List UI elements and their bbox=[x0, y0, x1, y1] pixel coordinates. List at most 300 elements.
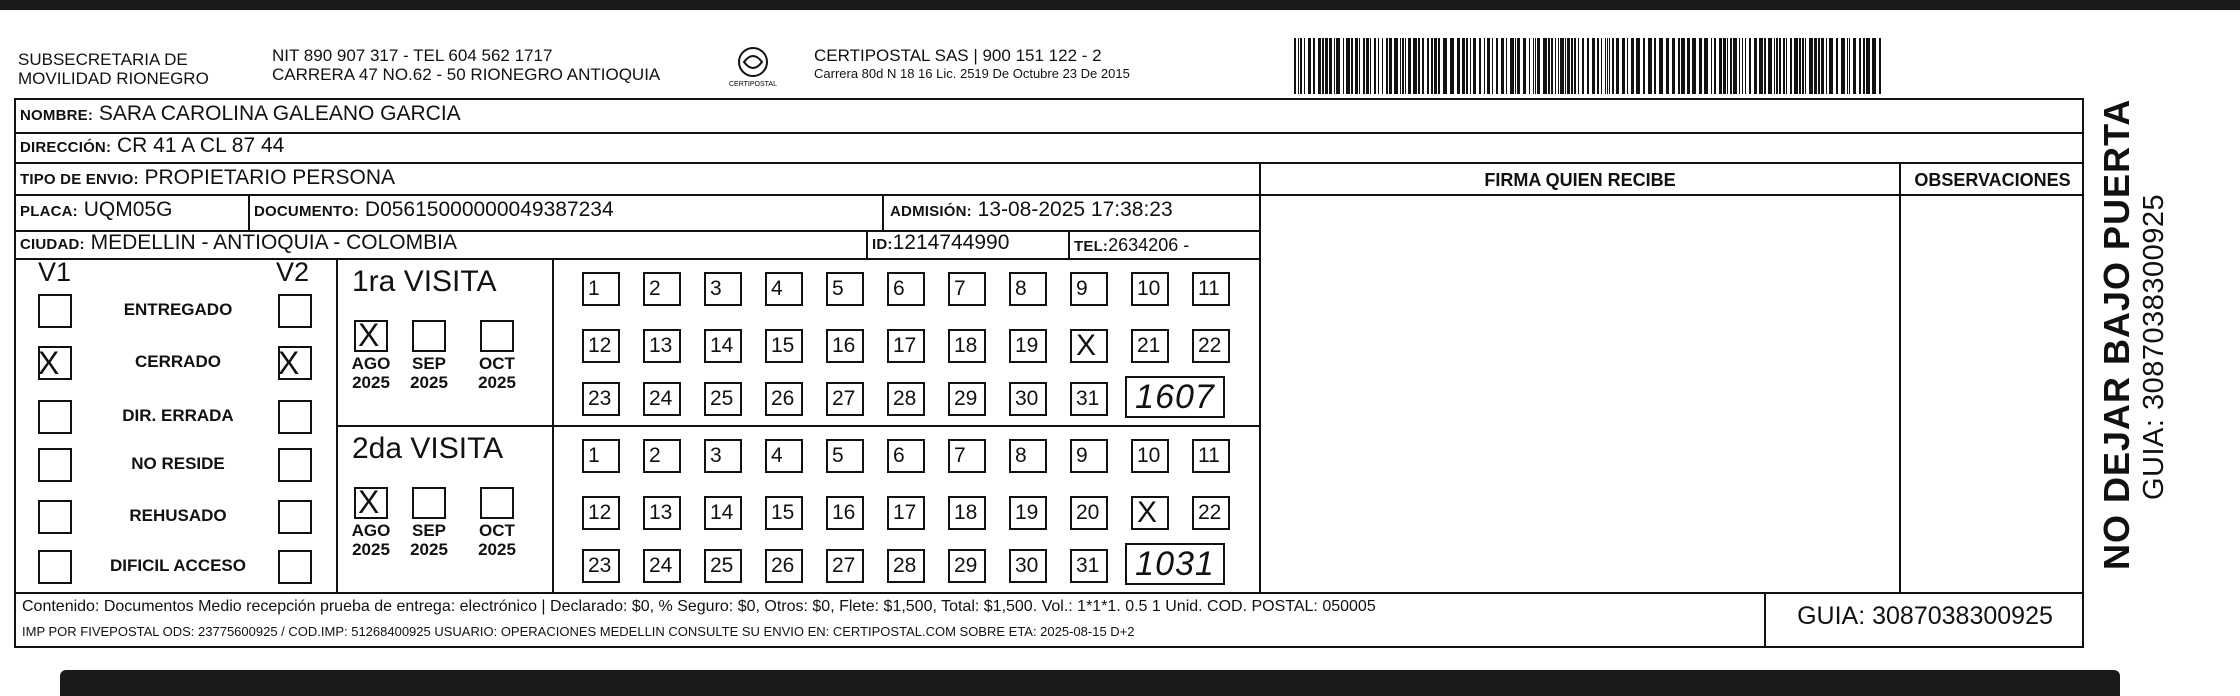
documento-field: DOCUMENTO: D05615000000049387234 bbox=[254, 198, 614, 221]
day-box[interactable] bbox=[887, 439, 925, 473]
sender-name: SUBSECRETARIA DE MOVILIDAD RIONEGRO bbox=[18, 50, 209, 88]
barcode-bar bbox=[1745, 38, 1746, 94]
day-number: 3 bbox=[710, 277, 722, 300]
day-box[interactable] bbox=[1131, 439, 1169, 473]
day-box[interactable] bbox=[1192, 496, 1230, 530]
day-box[interactable] bbox=[1192, 329, 1230, 363]
day-box[interactable] bbox=[826, 496, 864, 530]
footer-contenido: Contenido: Documentos Medio recepción prueba de entrega: electrónico | Declarado: $0, % Seguro: $0, Otros: $0, Flete: $1,500, Total: $1,500. Vol.: 1*1*1. 0.5 1 Unid. COD. POSTAL: 050005 bbox=[22, 598, 1376, 615]
day-box[interactable] bbox=[643, 439, 681, 473]
day-box[interactable] bbox=[582, 549, 620, 583]
field-divider bbox=[882, 194, 884, 230]
barcode-bar bbox=[1597, 38, 1599, 94]
day-box[interactable] bbox=[826, 272, 864, 306]
barcode-bar bbox=[1418, 38, 1420, 94]
nombre-row: NOMBRE: SARA CAROLINA GALEANO GARCIA bbox=[20, 102, 461, 125]
barcode-bar bbox=[1466, 38, 1468, 94]
day-box[interactable] bbox=[887, 382, 925, 416]
barcode-bar bbox=[1733, 38, 1737, 94]
barcode-bar bbox=[1506, 38, 1507, 94]
v1-checkbox[interactable] bbox=[38, 550, 72, 584]
month-label: SEP bbox=[411, 521, 447, 540]
day-box[interactable] bbox=[765, 382, 803, 416]
barcode-bar bbox=[1551, 38, 1553, 94]
day-box[interactable] bbox=[948, 272, 986, 306]
day-box[interactable] bbox=[765, 272, 803, 306]
barcode-bar bbox=[1434, 38, 1437, 94]
day-box[interactable] bbox=[643, 382, 681, 416]
status-label: REHUSADO bbox=[129, 506, 227, 525]
barcode-bar bbox=[1501, 38, 1504, 94]
status-label: DIR. ERRADA bbox=[122, 406, 234, 425]
day-box[interactable] bbox=[887, 272, 925, 306]
barcode-bar bbox=[1443, 38, 1447, 94]
barcode-bar bbox=[1571, 38, 1573, 94]
barcode-bar bbox=[1487, 38, 1490, 94]
barcode-bar bbox=[1853, 38, 1856, 94]
day-number: 6 bbox=[893, 277, 905, 300]
barcode-bar bbox=[1727, 38, 1728, 94]
day-box[interactable] bbox=[643, 329, 681, 363]
barcode-bar bbox=[1607, 38, 1608, 94]
check-x-mark: X bbox=[358, 317, 380, 353]
field-divider bbox=[1068, 230, 1070, 258]
v2-checkbox[interactable] bbox=[278, 550, 312, 584]
barcode-bar bbox=[1609, 38, 1610, 94]
barcode-bar bbox=[1849, 38, 1850, 94]
day-box[interactable] bbox=[704, 439, 742, 473]
barcode-bar bbox=[1672, 38, 1675, 94]
barcode-bar bbox=[1821, 38, 1824, 94]
barcode-bar bbox=[1799, 38, 1801, 94]
day-box[interactable] bbox=[765, 329, 803, 363]
barcode-bar bbox=[1517, 38, 1520, 94]
barcode-bar bbox=[1818, 38, 1820, 94]
barcode-bar bbox=[1351, 38, 1353, 94]
day-number: 29 bbox=[954, 387, 978, 410]
barcode-bar bbox=[1692, 38, 1696, 94]
barcode-bar bbox=[1438, 38, 1440, 94]
barcode bbox=[1294, 38, 1884, 94]
month-checkbox[interactable] bbox=[480, 320, 514, 352]
v1-checkbox[interactable] bbox=[38, 448, 72, 482]
barcode-bar bbox=[1555, 38, 1556, 94]
day-box[interactable] bbox=[1070, 439, 1108, 473]
barcode-bar bbox=[1408, 38, 1411, 94]
day-number: 12 bbox=[588, 334, 612, 357]
barcode-bar bbox=[1567, 38, 1570, 94]
day-number: 16 bbox=[832, 501, 856, 524]
day-box[interactable] bbox=[765, 439, 803, 473]
month-checkbox[interactable] bbox=[480, 487, 514, 519]
barcode-bar bbox=[1473, 38, 1476, 94]
barcode-bar bbox=[1826, 38, 1827, 94]
barcode-bar bbox=[1510, 38, 1514, 94]
barcode-bar bbox=[1723, 38, 1726, 94]
scan-edge-top bbox=[0, 0, 2240, 10]
barcode-bar bbox=[1802, 38, 1804, 94]
day-box[interactable] bbox=[826, 382, 864, 416]
ciudad-field: CIUDAD: MEDELLIN - ANTIOQUIA - COLOMBIA bbox=[20, 231, 457, 254]
month-checkbox[interactable] bbox=[412, 320, 446, 352]
day-number: 29 bbox=[954, 554, 978, 577]
day-number: 24 bbox=[649, 554, 673, 577]
barcode-bar bbox=[1400, 38, 1401, 94]
barcode-bar bbox=[1699, 38, 1702, 94]
day-number: 5 bbox=[832, 277, 844, 300]
barcode-bar bbox=[1334, 38, 1335, 94]
barcode-bar bbox=[1329, 38, 1332, 94]
day-box[interactable] bbox=[1070, 496, 1108, 530]
day-box[interactable] bbox=[704, 272, 742, 306]
day-number: 30 bbox=[1015, 554, 1039, 577]
barcode-bar bbox=[1359, 38, 1360, 94]
day-number: 15 bbox=[771, 334, 795, 357]
barcode-bar bbox=[1631, 38, 1634, 94]
day-box[interactable] bbox=[643, 272, 681, 306]
barcode-bar bbox=[1470, 38, 1471, 94]
day-number: 10 bbox=[1137, 277, 1161, 300]
logo-text: CERTIPOSTAL bbox=[729, 81, 777, 88]
day-box[interactable] bbox=[948, 549, 986, 583]
day-box[interactable] bbox=[1009, 329, 1047, 363]
scan-edge-bottom bbox=[60, 670, 2120, 696]
day-number: 27 bbox=[832, 554, 856, 577]
day-number: 13 bbox=[649, 501, 673, 524]
barcode-bar bbox=[1776, 38, 1778, 94]
day-box[interactable] bbox=[1131, 329, 1169, 363]
barcode-bar bbox=[1841, 38, 1845, 94]
day-number: 7 bbox=[954, 277, 966, 300]
day-number: 16 bbox=[832, 334, 856, 357]
barcode-bar bbox=[1558, 38, 1559, 94]
status-label: DIFICIL ACCESO bbox=[109, 556, 246, 575]
barcode-bar bbox=[1322, 38, 1324, 94]
barcode-bar bbox=[1648, 38, 1652, 94]
day-number: 23 bbox=[588, 387, 612, 410]
day-number: 17 bbox=[893, 501, 917, 524]
barcode-bar bbox=[1754, 38, 1757, 94]
day-box[interactable] bbox=[1131, 496, 1169, 530]
barcode-bar bbox=[1386, 38, 1388, 94]
day-box[interactable] bbox=[582, 329, 620, 363]
firma-header: FIRMA QUIEN RECIBE bbox=[1484, 170, 1676, 190]
certipostal-logo-icon bbox=[728, 44, 778, 88]
barcode-bar bbox=[1622, 38, 1625, 94]
barcode-bar bbox=[1533, 38, 1534, 94]
barcode-bar bbox=[1402, 38, 1404, 94]
barcode-bar bbox=[1535, 38, 1536, 94]
barcode-bar bbox=[1370, 38, 1371, 94]
day-box[interactable] bbox=[704, 496, 742, 530]
tel-field: TEL:2634206 - bbox=[1074, 235, 1190, 255]
barcode-bar bbox=[1300, 38, 1302, 94]
day-cross-mark: X bbox=[1137, 496, 1158, 529]
v1-checkbox[interactable] bbox=[38, 400, 72, 434]
barcode-bar bbox=[1847, 38, 1848, 94]
day-number: 9 bbox=[1076, 277, 1088, 300]
day-number: 2 bbox=[649, 277, 661, 300]
year-label: 2025 bbox=[352, 373, 390, 392]
day-box[interactable] bbox=[765, 549, 803, 583]
admision-field: ADMISIÓN: 13-08-2025 17:38:23 bbox=[890, 198, 1173, 221]
barcode-bar bbox=[1730, 38, 1732, 94]
day-number: 15 bbox=[771, 501, 795, 524]
day-number: 10 bbox=[1137, 444, 1161, 467]
barcode-bar bbox=[1298, 38, 1299, 94]
day-cross-mark: X bbox=[1076, 329, 1097, 362]
day-box[interactable] bbox=[887, 496, 925, 530]
barcode-bar bbox=[1304, 38, 1305, 94]
day-number: 24 bbox=[649, 387, 673, 410]
v2-checkbox[interactable] bbox=[278, 400, 312, 434]
side-guia: GUIA: 3087038300925 bbox=[2138, 193, 2170, 500]
day-number: 4 bbox=[771, 444, 783, 467]
day-box[interactable] bbox=[704, 329, 742, 363]
handwritten-time: 1031 bbox=[1125, 543, 1225, 585]
day-box[interactable] bbox=[948, 439, 986, 473]
barcode-bar bbox=[1779, 38, 1781, 94]
barcode-bar bbox=[1529, 38, 1530, 94]
day-number: 8 bbox=[1015, 444, 1027, 467]
day-box[interactable] bbox=[1192, 439, 1230, 473]
barcode-bar bbox=[1587, 38, 1589, 94]
barcode-bar bbox=[1582, 38, 1584, 94]
barcode-bar bbox=[1537, 38, 1540, 94]
day-number: 20 bbox=[1076, 501, 1100, 524]
day-box[interactable] bbox=[948, 329, 986, 363]
day-box[interactable] bbox=[826, 329, 864, 363]
month-checkbox[interactable] bbox=[354, 484, 388, 520]
id-field: ID:1214744990 bbox=[872, 231, 1010, 254]
barcode-bar bbox=[1515, 38, 1516, 94]
check-x-mark: X bbox=[358, 484, 380, 520]
day-number: 26 bbox=[771, 387, 795, 410]
v2-header: V2 bbox=[276, 257, 310, 287]
barcode-bar bbox=[1382, 38, 1383, 94]
day-number: 14 bbox=[710, 501, 734, 524]
barcode-bar bbox=[1681, 38, 1685, 94]
barcode-bar bbox=[1759, 38, 1763, 94]
barcode-bar bbox=[1363, 38, 1365, 94]
barcode-bar bbox=[1294, 38, 1296, 94]
barcode-bar bbox=[1601, 38, 1602, 94]
barcode-bar bbox=[1450, 38, 1454, 94]
barcode-bar bbox=[1565, 38, 1566, 94]
year-label: 2025 bbox=[478, 540, 516, 559]
side-warning: NO DEJAR BAJO PUERTA bbox=[2096, 98, 2137, 570]
status-label: NO RESIDE bbox=[131, 454, 225, 473]
barcode-bar bbox=[1749, 38, 1751, 94]
day-number: 31 bbox=[1076, 387, 1100, 410]
v1-checkbox[interactable] bbox=[38, 294, 72, 328]
day-box[interactable] bbox=[887, 549, 925, 583]
v1-checkbox[interactable] bbox=[38, 500, 72, 534]
day-number: 17 bbox=[893, 334, 917, 357]
day-box[interactable] bbox=[1009, 272, 1047, 306]
v2-checkbox[interactable] bbox=[278, 500, 312, 534]
day-number: 22 bbox=[1198, 501, 1222, 524]
day-box[interactable] bbox=[704, 382, 742, 416]
day-box[interactable] bbox=[887, 329, 925, 363]
barcode-bar bbox=[1790, 38, 1792, 94]
row-divider bbox=[14, 132, 2084, 134]
barcode-bar bbox=[1836, 38, 1838, 94]
observaciones-header: OBSERVACIONES bbox=[1914, 170, 2071, 190]
check-x-mark: X bbox=[278, 345, 300, 381]
barcode-bar bbox=[1872, 38, 1876, 94]
day-box[interactable] bbox=[1009, 382, 1047, 416]
day-box[interactable] bbox=[643, 496, 681, 530]
v1-checkbox[interactable] bbox=[38, 346, 72, 380]
barcode-bar bbox=[1592, 38, 1595, 94]
day-number: 18 bbox=[954, 334, 978, 357]
day-number: 7 bbox=[954, 444, 966, 467]
day-number: 23 bbox=[588, 554, 612, 577]
sender-nit: NIT 890 907 317 - TEL 604 562 1717 CARRERA 47 NO.62 - 50 RIONEGRO ANTIOQUIA bbox=[272, 46, 661, 84]
barcode-bar bbox=[1336, 38, 1340, 94]
day-box[interactable] bbox=[826, 549, 864, 583]
day-box[interactable] bbox=[582, 496, 620, 530]
status-label: CERRADO bbox=[135, 352, 221, 371]
barcode-bar bbox=[1543, 38, 1547, 94]
barcode-bar bbox=[1560, 38, 1564, 94]
day-number: 13 bbox=[649, 334, 673, 357]
v2-checkbox[interactable] bbox=[278, 294, 312, 328]
day-number: 3 bbox=[710, 444, 722, 467]
day-box[interactable] bbox=[1009, 496, 1047, 530]
day-number: 14 bbox=[710, 334, 734, 357]
barcode-bar bbox=[1405, 38, 1406, 94]
barcode-bar bbox=[1366, 38, 1369, 94]
barcode-bar bbox=[1859, 38, 1861, 94]
row-divider bbox=[14, 162, 2084, 164]
footer-divider bbox=[14, 592, 2084, 594]
day-box[interactable] bbox=[1192, 272, 1230, 306]
day-number: 8 bbox=[1015, 277, 1027, 300]
barcode-bar bbox=[1774, 38, 1775, 94]
barcode-bar bbox=[1863, 38, 1865, 94]
month-checkbox[interactable] bbox=[354, 317, 388, 353]
day-number: 22 bbox=[1198, 334, 1222, 357]
barcode-bar bbox=[1719, 38, 1722, 94]
visit-row-divider bbox=[336, 425, 1261, 427]
day-number: 26 bbox=[771, 554, 795, 577]
day-number: 9 bbox=[1076, 444, 1088, 467]
day-box[interactable] bbox=[1070, 329, 1108, 363]
tipo-envio-row: TIPO DE ENVIO: PROPIETARIO PERSONA bbox=[20, 166, 395, 189]
barcode-bar bbox=[1687, 38, 1690, 94]
day-box[interactable] bbox=[1131, 272, 1169, 306]
barcode-bar bbox=[1462, 38, 1465, 94]
field-divider bbox=[248, 194, 250, 230]
visit-title: 2da VISITA bbox=[352, 432, 504, 465]
day-box[interactable] bbox=[582, 439, 620, 473]
month-label: AGO bbox=[351, 521, 391, 540]
barcode-bar bbox=[1427, 38, 1429, 94]
barcode-bar bbox=[1574, 38, 1576, 94]
day-number: 25 bbox=[710, 554, 734, 577]
day-box[interactable] bbox=[643, 549, 681, 583]
day-box[interactable] bbox=[948, 382, 986, 416]
v1-header: V1 bbox=[38, 257, 72, 287]
day-box[interactable] bbox=[1009, 549, 1047, 583]
barcode-bar bbox=[1739, 38, 1740, 94]
day-box[interactable] bbox=[704, 549, 742, 583]
barcode-bar bbox=[1659, 38, 1663, 94]
day-number: 28 bbox=[893, 387, 917, 410]
month-label: OCT bbox=[479, 354, 515, 373]
month-label: OCT bbox=[479, 521, 515, 540]
barcode-bar bbox=[1374, 38, 1376, 94]
barcode-bar bbox=[1605, 38, 1606, 94]
day-number: 28 bbox=[893, 554, 917, 577]
barcode-bar bbox=[1783, 38, 1785, 94]
barcode-bar bbox=[1346, 38, 1350, 94]
day-box[interactable] bbox=[765, 496, 803, 530]
barcode-bar bbox=[1794, 38, 1798, 94]
day-number: 12 bbox=[588, 501, 612, 524]
barcode-bar bbox=[1389, 38, 1392, 94]
footer-guia: GUIA: 3087038300925 bbox=[1797, 602, 2053, 630]
day-box[interactable] bbox=[1070, 549, 1108, 583]
day-number: 6 bbox=[893, 444, 905, 467]
observations-area[interactable] bbox=[1901, 196, 2082, 590]
barcode-bar bbox=[1523, 38, 1526, 94]
barcode-bar bbox=[1809, 38, 1813, 94]
year-label: 2025 bbox=[352, 540, 390, 559]
barcode-bar bbox=[1318, 38, 1321, 94]
barcode-bar bbox=[1879, 38, 1881, 94]
day-number: 25 bbox=[710, 387, 734, 410]
barcode-bar bbox=[1578, 38, 1579, 94]
year-label: 2025 bbox=[410, 373, 448, 392]
signature-area[interactable] bbox=[1261, 196, 1897, 590]
barcode-bar bbox=[1325, 38, 1328, 94]
barcode-bar bbox=[1805, 38, 1806, 94]
day-box[interactable] bbox=[582, 382, 620, 416]
day-number: 11 bbox=[1198, 444, 1220, 467]
barcode-bar bbox=[1431, 38, 1433, 94]
barcode-bar bbox=[1378, 38, 1379, 94]
barcode-bar bbox=[1422, 38, 1424, 94]
day-box[interactable] bbox=[582, 272, 620, 306]
barcode-bar bbox=[1714, 38, 1716, 94]
day-box[interactable] bbox=[1070, 272, 1108, 306]
day-number: 2 bbox=[649, 444, 661, 467]
barcode-bar bbox=[1764, 38, 1766, 94]
footer-imp: IMP POR FIVEPOSTAL ODS: 23775600925 / COD.IMP: 51268400925 USUARIO: OPERACIONES MEDELLIN CONSULTE SU ENVIO EN: CERTIPOSTAL.COM SOBRE ETA: 2025-08-15 D+2 bbox=[22, 624, 1135, 639]
month-checkbox[interactable] bbox=[412, 487, 446, 519]
v2-checkbox[interactable] bbox=[278, 346, 312, 380]
day-number: 11 bbox=[1198, 277, 1220, 300]
day-number: 5 bbox=[832, 444, 844, 467]
day-number: 27 bbox=[832, 387, 856, 410]
day-box[interactable] bbox=[1009, 439, 1047, 473]
barcode-bar bbox=[1704, 38, 1708, 94]
day-number: 19 bbox=[1015, 334, 1039, 357]
v2-checkbox[interactable] bbox=[278, 448, 312, 482]
barcode-bar bbox=[1678, 38, 1680, 94]
check-x-mark: X bbox=[38, 345, 60, 381]
barcode-bar bbox=[1636, 38, 1640, 94]
day-box[interactable] bbox=[1070, 382, 1108, 416]
barcode-bar bbox=[1742, 38, 1743, 94]
day-number: 21 bbox=[1137, 334, 1161, 357]
day-box[interactable] bbox=[948, 496, 986, 530]
day-box[interactable] bbox=[826, 439, 864, 473]
barcode-bar bbox=[1786, 38, 1787, 94]
